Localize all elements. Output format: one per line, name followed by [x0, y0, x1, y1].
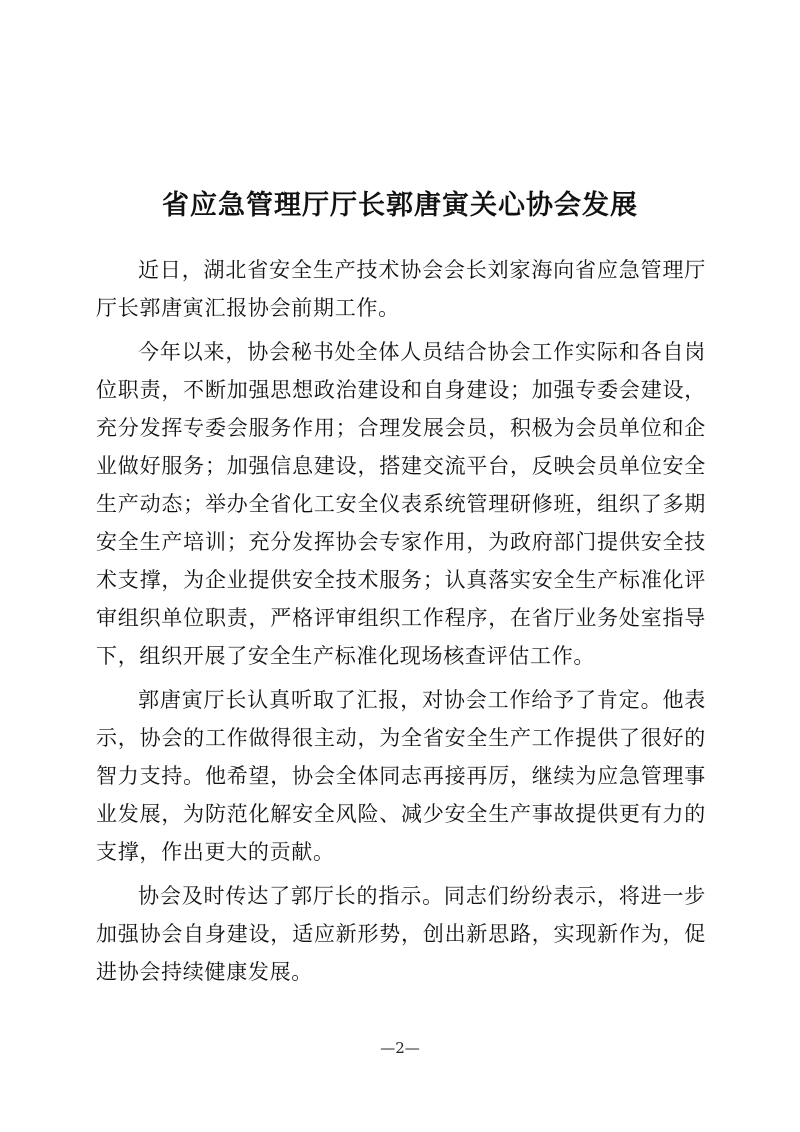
document-body [96, 251, 706, 991]
paragraph-1: 近日，湖北省安全生产技术协会会长刘家海向省应急管理厅厅长郭唐寅汇报协会前期工作。 [96, 258, 706, 320]
paragraph-2: 今年以来，协会秘书处全体人员结合协会工作实际和各自岗位职责，不断加强思想政治建设和自身建设；加强专委会建设，充分发挥专委会服务作用；合理发展会员，积极为会员单位和企业做好服务；加强信息建设，搭建交流平台，反映会员单位安全生产动态；举办全省化工安全仪表系统管理研修班，组织了多期安全生产培训；充分发挥协会专家作用，为政府部门提供安全技术支撑，为企业提供安全技术服务；认真落实安全生产标准化评审组织单位职责，严格评审组织工作程序，在省厅业务处室指导下，组织开展了安全生产标准化现场核查评估工作。 [96, 340, 706, 668]
page-number: —2— [380, 1039, 420, 1057]
document-title: 省应急管理厅厅长郭唐寅关心协会发展 [162, 190, 638, 222]
paragraph-4: 协会及时传达了郭厅长的指示。同志们纷纷表示，将进一步加强协会自身建设，适应新形势，创出新思路，实现新作为，促进协会持续健康发展。 [96, 884, 706, 984]
paragraph-3: 郭唐寅厅长认真听取了汇报，对协会工作给予了肯定。他表示，协会的工作做得很主动，为全省安全生产工作提供了很好的智力支持。他希望，协会全体同志再接再厉，继续为应急管理事业发展，为防范化解安全风险、减少安全生产事故提供更有力的支撑，作出更大的贡献。 [96, 688, 706, 864]
